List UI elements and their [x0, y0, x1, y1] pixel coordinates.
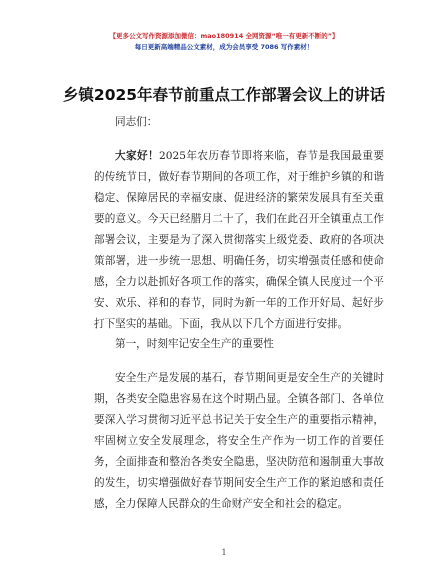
paragraph-opening-body: 2025年农历春节即将来临，春节是我国最重要的传统节日，做好春节期间的各项工作，对于维护乡镇的和谐稳定、保障居民的幸福安康、促进经济的繁荣发展具有至关重要的意义。今天已经腊月二十了，我们在此召开全镇重点工作部署会议，主要是为了深入贯彻落实上级党委、政府的各项决策部署，进一步统一思想、明确任务，切实增强责任感和使命感，全力以赴抓好各项工作的落实，确保全镇人民度过一个平安、欢乐、祥和的春节，同时为新一年的工作开好局、起好步打下坚实的基础。下面，我从以下几个方面进行安排。	[94, 150, 384, 330]
section-heading-safety: 第一，时刻牢记安全生产的重要性	[115, 338, 274, 350]
page-number: 1	[221, 548, 227, 557]
promo-banner-line-1: 【更多公文写作资源添加微信：mao180914 全网资源“唯一有更新不断的”】	[109, 32, 339, 40]
paragraph-safety: 安全生产是发展的基石，春节期间更是安全生产的关键时期，各类安全隐患容易在这个时期凸显。全镇各部门、各单位要深入学习贯彻习近平总书记关于安全生产的重要指示精神，牢固树立安全发展理念，将安全生产作为一切工作的首要任务，全面排查和整治各类安全隐患，坚决防范和遏制重大事故的发生，切实增强做好春节期间安全生产工作的紧迫感和责任感，全力保障人民群众的生命财产安全和社会的稳定。	[94, 372, 384, 510]
greeting: 大家好！	[115, 150, 160, 162]
promo-banner-line-2: 每日更新高端精品公文素材，成为会员享受 7086 写作素材！	[134, 43, 314, 51]
paragraph-opening	[94, 146, 384, 335]
document-title: 乡镇2025年春节前重点工作部署会议上的讲话	[62, 86, 386, 104]
salutation: 同志们：	[115, 116, 158, 128]
